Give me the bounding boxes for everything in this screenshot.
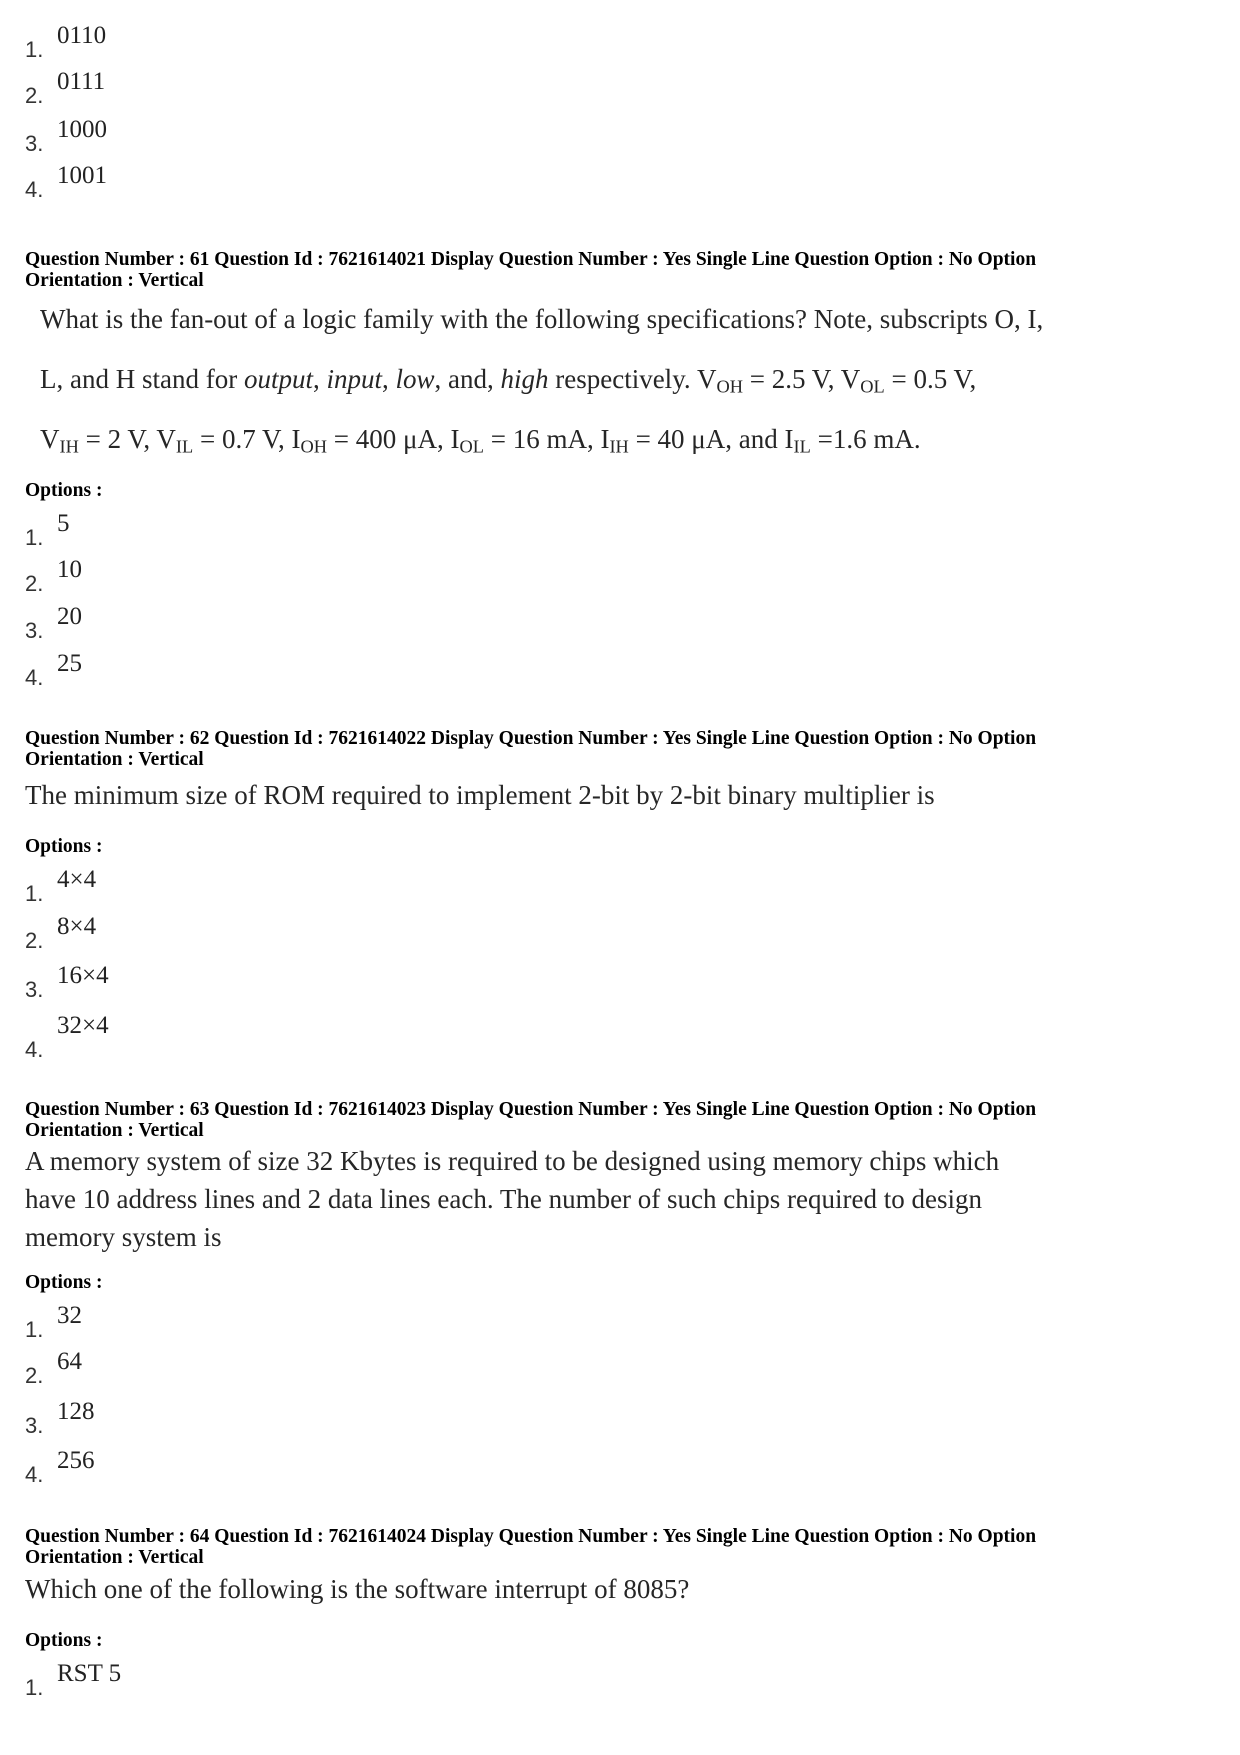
question-63-text	[25, 1142, 1175, 1256]
q61-option-1	[25, 510, 625, 550]
question-61-header	[25, 249, 1205, 291]
q61-option-3	[25, 603, 625, 643]
question-text-line: What is the fan-out of a logic family with the following specifications? Note, subscripts O, I,	[40, 304, 1044, 334]
option-value: 20	[57, 603, 82, 630]
option-value: 1001	[57, 162, 107, 189]
option-value: 5	[57, 510, 70, 537]
option-number: 2.	[25, 83, 44, 108]
option-value: 10	[57, 556, 82, 583]
question-text-line: have 10 address lines and 2 data lines each. The number of such chips required to design	[25, 1184, 982, 1214]
option-value: 256	[57, 1447, 95, 1474]
q63-option-1	[25, 1302, 625, 1342]
question-62-header	[25, 728, 1205, 770]
question-header-line: Orientation : Vertical	[25, 749, 204, 770]
question-text-line: L, and H stand for output, input, low, and, high respectively. $V_{OH} = 2.5$ V, $V_{OL} = 0.5$ V,	[40, 364, 977, 397]
options-label: Options :	[25, 1630, 103, 1651]
question-header-line: Question Number : 62 Question Id : 7621614022 Display Question Number : Yes Single Line Question Option : No Option	[25, 728, 1037, 749]
question-text-line: memory system is	[25, 1222, 222, 1252]
question-text-line: The minimum size of ROM required to implement 2-bit by 2-bit binary multiplier is	[25, 780, 935, 810]
option-number: 2.	[25, 571, 44, 596]
question-61-text	[40, 289, 1190, 469]
question-header-line: Question Number : 61 Question Id : 7621614021 Display Question Number : Yes Single Line Question Option : No Option	[25, 249, 1037, 270]
q62-option-3	[25, 962, 625, 1002]
question-text-line: $V_{IH} = 2$ V, $V_{IL} = 0.7$ V, $I_{OH} = 400$ μA, $I_{OL} = 16$ mA, $I_{IH} = 40$ μA, and $I_{IL} =1.6$ mA.	[40, 424, 921, 457]
options-label: Options :	[25, 1272, 103, 1293]
q62-option-1	[25, 866, 625, 906]
option-number: 3.	[25, 618, 44, 643]
prev-option-2	[25, 68, 625, 108]
question-header-line: Orientation : Vertical	[25, 1547, 204, 1568]
q63-option-2	[25, 1348, 625, 1388]
option-value: 0111	[57, 68, 106, 95]
option-number: 1.	[25, 1675, 44, 1700]
question-header-line: Question Number : 63 Question Id : 7621614023 Display Question Number : Yes Single Line Question Option : No Option	[25, 1099, 1037, 1120]
option-number: 4.	[25, 1462, 44, 1487]
option-value: 16×4	[57, 962, 109, 989]
question-62-text	[25, 778, 1175, 812]
option-number: 3.	[25, 131, 44, 156]
prev-option-1	[25, 22, 625, 62]
option-value: 25	[57, 650, 82, 677]
option-number: 1.	[25, 525, 44, 550]
option-value: 32	[57, 1302, 82, 1329]
option-value: RST 5	[57, 1660, 122, 1687]
option-value: 8×4	[57, 913, 97, 940]
option-value: 32×4	[57, 1012, 109, 1039]
prev-option-3	[25, 116, 625, 156]
option-number: 1.	[25, 37, 44, 62]
question-64-header	[25, 1526, 1205, 1568]
option-value: 1000	[57, 116, 107, 143]
option-number: 3.	[25, 1413, 44, 1438]
option-number: 3.	[25, 977, 44, 1002]
option-number: 4.	[25, 177, 44, 202]
options-label: Options :	[25, 480, 103, 501]
q61-option-2	[25, 556, 625, 596]
options-label: Options :	[25, 836, 103, 857]
question-header-line: Orientation : Vertical	[25, 270, 204, 291]
q63-option-4	[25, 1447, 625, 1487]
question-text-line: A memory system of size 32 Kbytes is required to be designed using memory chips which	[25, 1146, 1000, 1176]
option-number: 4.	[25, 1037, 44, 1062]
question-64-text	[25, 1572, 1175, 1606]
option-number: 2.	[25, 928, 44, 953]
q61-option-4	[25, 650, 625, 690]
prev-option-4	[25, 162, 625, 202]
question-header-line: Orientation : Vertical	[25, 1120, 204, 1141]
option-value: 128	[57, 1398, 95, 1425]
question-text-line: Which one of the following is the software interrupt of 8085?	[25, 1574, 690, 1604]
question-header-line: Question Number : 64 Question Id : 7621614024 Display Question Number : Yes Single Line Question Option : No Option	[25, 1526, 1037, 1547]
q63-option-3	[25, 1398, 625, 1438]
q64-option-1	[25, 1660, 625, 1700]
option-value: 0110	[57, 22, 107, 49]
option-number: 1.	[25, 1317, 44, 1342]
option-value: 4×4	[57, 866, 97, 893]
option-number: 1.	[25, 881, 44, 906]
option-number: 2.	[25, 1363, 44, 1388]
option-number: 4.	[25, 665, 44, 690]
question-63-header	[25, 1099, 1205, 1141]
q62-option-4	[25, 1012, 625, 1062]
q62-option-2	[25, 913, 625, 953]
option-value: 64	[57, 1348, 82, 1375]
